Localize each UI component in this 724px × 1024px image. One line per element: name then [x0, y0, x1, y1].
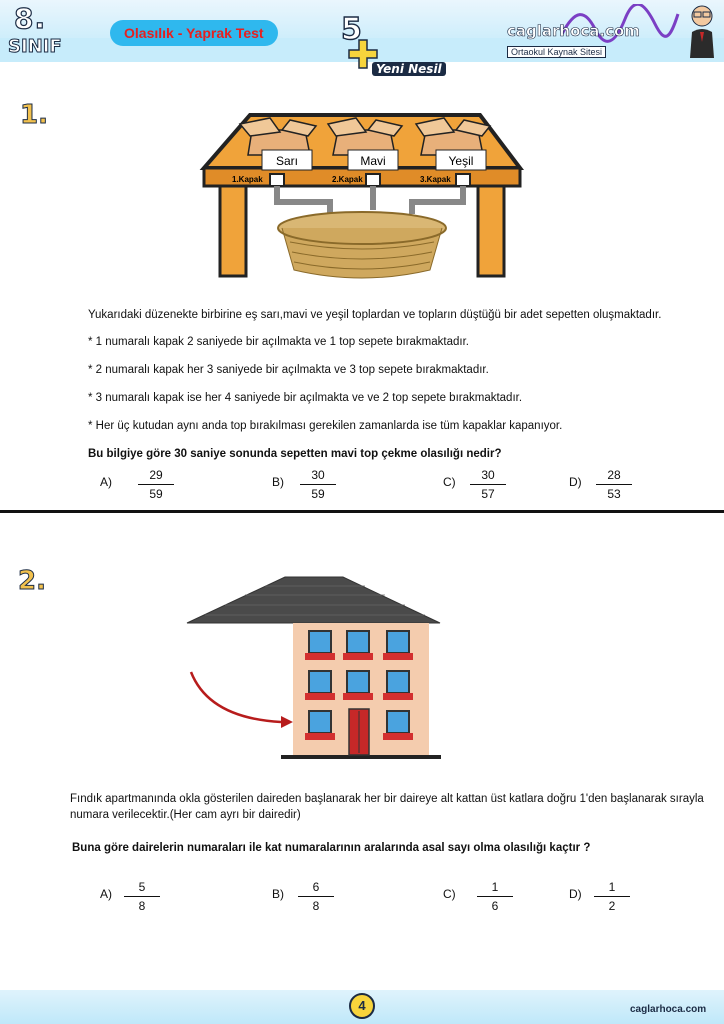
denominator: 57: [481, 487, 495, 501]
numerator: 1: [477, 880, 513, 897]
denominator: 2: [608, 899, 616, 913]
q1-line: * Her üç kutudan aynı anda top bırakılması gerekilen zamanlarda ise tüm kapaklar kapanıyor.: [88, 420, 563, 432]
q2-option-b-label[interactable]: B): [272, 887, 284, 901]
q1-intro: Yukarıdaki düzenekte birbirine eş sarı,mavi ve yeşil toplardan ve topların düştüğü bir adet sepetten oluşmaktadır.: [88, 309, 662, 321]
table-apparatus-illustration: [190, 110, 530, 280]
brand-name: caglarhoca.com: [507, 22, 640, 40]
numerator: 30: [470, 468, 506, 485]
q1-option-c-label[interactable]: C): [443, 475, 456, 489]
basket: [278, 212, 446, 278]
denominator: 8: [312, 899, 320, 913]
grade-label: SINIF: [8, 36, 62, 57]
teacher-avatar-icon: [684, 2, 720, 58]
series-number: 5: [341, 12, 362, 47]
question-2-number: 2.: [18, 566, 46, 596]
grade-number: 8.: [14, 2, 47, 35]
section-divider: [0, 510, 724, 513]
q2-option-c-fraction[interactable]: [477, 880, 513, 913]
series-tag: Yeni Nesil: [372, 62, 446, 76]
denominator: 6: [491, 899, 499, 913]
numerator: 5: [124, 880, 160, 897]
q1-option-a-fraction[interactable]: [138, 468, 174, 501]
q1-option-d-label[interactable]: D): [569, 475, 582, 489]
q1-option-c-fraction[interactable]: [470, 468, 506, 501]
numerator: 1: [594, 880, 630, 897]
page-header: [0, 0, 724, 76]
q1-option-b-label[interactable]: B): [272, 475, 284, 489]
q2-option-d-label[interactable]: D): [569, 887, 582, 901]
box-label: Mavi: [360, 154, 386, 168]
lid-label: 3.Kapak: [420, 175, 451, 184]
arrow-icon: [185, 668, 295, 728]
numerator: 28: [596, 468, 632, 485]
q1-option-d-fraction[interactable]: [596, 468, 632, 501]
lid-label: 2.Kapak: [332, 175, 363, 184]
lid-label: 1.Kapak: [232, 175, 263, 184]
q2-text: Fındık apartmanında okla gösterilen daireden başlanarak her bir daireye alt kattan üst katlara doğru 1'den başlanarak sırayla numara verilecektir.(Her cam ayrı bir dairedir): [70, 793, 704, 821]
q1-question: Bu bilgiye göre 30 saniye sonunda sepetten mavi top çekme olasılığı nedir?: [88, 448, 502, 460]
numerator: 29: [138, 468, 174, 485]
box-label: Sarı: [275, 154, 299, 168]
numerator: 6: [298, 880, 334, 897]
subject-title: Olasılık - Yaprak Test: [110, 20, 278, 46]
q2-option-a-label[interactable]: A): [100, 887, 112, 901]
brand-subtitle: Ortaokul Kaynak Sitesi: [507, 46, 606, 58]
q2-option-c-label[interactable]: C): [443, 887, 456, 901]
q2-option-b-fraction[interactable]: [298, 880, 334, 913]
q1-option-b-fraction[interactable]: [300, 468, 336, 501]
box-label: Yeşil: [448, 154, 474, 168]
series-logo: [335, 12, 385, 62]
footer-url: caglarhoca.com: [630, 1004, 707, 1015]
denominator: 59: [149, 487, 163, 501]
q1-option-a-label[interactable]: A): [100, 475, 112, 489]
q1-line: * 3 numaralı kapak ise her 4 saniyede bir açılmakta ve ve 2 top sepete bırakmaktadır.: [88, 392, 523, 404]
q2-option-d-fraction[interactable]: [594, 880, 630, 913]
q1-line: * 1 numaralı kapak 2 saniyede bir açılmakta ve 1 top sepete bırakmaktadır.: [88, 336, 469, 348]
numerator: 30: [300, 468, 336, 485]
q1-line: * 2 numaralı kapak her 3 saniyede bir açılmakta ve 3 top sepete bırakmaktadır.: [88, 364, 489, 376]
denominator: 59: [311, 487, 325, 501]
denominator: 8: [138, 899, 146, 913]
denominator: 53: [607, 487, 621, 501]
question-1-number: 1.: [20, 100, 48, 130]
q2-option-a-fraction[interactable]: [124, 880, 160, 913]
page-number: 4: [349, 993, 375, 1019]
q2-question: Buna göre dairelerin numaraları ile kat numaralarının aralarında asal sayı olma olasılığı kaçtır ?: [72, 842, 591, 854]
